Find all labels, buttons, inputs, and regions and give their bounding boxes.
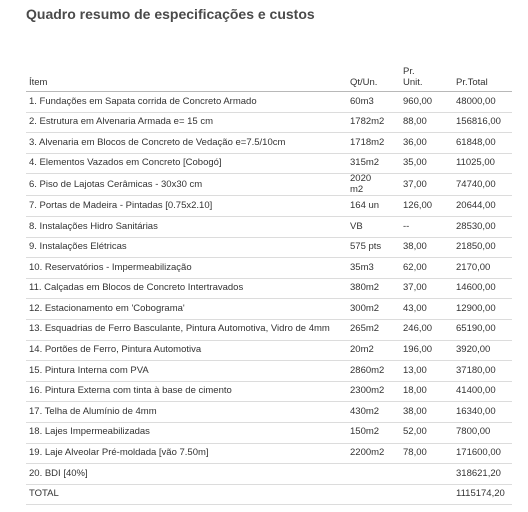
row-qt: VB — [347, 216, 400, 237]
row-unit-price: 36,00 — [400, 133, 453, 154]
row-qt: 1718m2 — [347, 133, 400, 154]
bdi-row — [26, 464, 512, 485]
row-qt: 1782m2 — [347, 112, 400, 133]
row-item: 14. Portões de Ferro, Pintura Automotiva — [26, 340, 347, 361]
row-unit-price: 126,00 — [400, 196, 453, 217]
row-unit-price: 52,00 — [400, 422, 453, 443]
row-total-price: 156816,00 — [453, 112, 512, 133]
table-row — [26, 443, 512, 464]
table-row — [26, 174, 512, 196]
row-item: 6. Piso de Lajotas Cerâmicas - 30x30 cm — [26, 174, 347, 196]
row-unit-price: 18,00 — [400, 381, 453, 402]
row-item: 16. Pintura Externa com tinta à base de cimento — [26, 381, 347, 402]
row-item: 4. Elementos Vazados em Concreto [Cobogó] — [26, 153, 347, 174]
row-unit-price: 13,00 — [400, 361, 453, 382]
row-qt: 20m2 — [347, 340, 400, 361]
table-row — [26, 319, 512, 340]
row-qt: 265m2 — [347, 319, 400, 340]
row-unit-price: 78,00 — [400, 443, 453, 464]
table-row — [26, 92, 512, 113]
row-item: 2. Estrutura em Alvenaria Armada e= 15 cm — [26, 112, 347, 133]
row-qt: 380m2 — [347, 278, 400, 299]
row-total-price: 61848,00 — [453, 133, 512, 154]
row-unit-price: 62,00 — [400, 258, 453, 279]
row-unit-price: 960,00 — [400, 92, 453, 113]
row-item: 10. Reservatórios - Impermeabilização — [26, 258, 347, 279]
table-row — [26, 153, 512, 174]
row-total-price: 48000,00 — [453, 92, 512, 113]
header-unit-line2: Unit. — [403, 77, 423, 88]
bdi-total: 318621,20 — [453, 464, 512, 485]
row-total-price: 41400,00 — [453, 381, 512, 402]
table-row — [26, 196, 512, 217]
row-qt: 575 pts — [347, 237, 400, 258]
table-body — [26, 92, 512, 464]
row-total-price: 3920,00 — [453, 340, 512, 361]
row-item: 11. Calçadas em Blocos de Concreto Intertravados — [26, 278, 347, 299]
row-item: 9. Instalações Elétricas — [26, 237, 347, 258]
row-item: 17. Telha de Alumínio de 4mm — [26, 402, 347, 423]
row-item: 7. Portas de Madeira - Pintadas [0.75x2.10] — [26, 196, 347, 217]
bdi-label: 20. BDI [40%] — [26, 464, 347, 485]
grand-total-label: TOTAL — [26, 484, 347, 505]
table-row — [26, 402, 512, 423]
cost-summary-table — [26, 66, 512, 505]
row-total-price: 37180,00 — [453, 361, 512, 382]
header-unit-line1: Pr. — [403, 66, 415, 77]
row-total-price: 74740,00 — [453, 174, 512, 196]
row-qt: 164 un — [347, 196, 400, 217]
grand-total-qt — [347, 484, 400, 505]
row-unit-price: 37,00 — [400, 174, 453, 196]
row-item: 12. Estacionamento em 'Cobograma' — [26, 299, 347, 320]
row-unit-price: -- — [400, 216, 453, 237]
row-unit-price: 246,00 — [400, 319, 453, 340]
table-row — [26, 237, 512, 258]
table-row — [26, 258, 512, 279]
row-total-price: 11025,00 — [453, 153, 512, 174]
row-total-price: 65190,00 — [453, 319, 512, 340]
grand-total-unit — [400, 484, 453, 505]
row-qt-top: 2020 — [350, 173, 372, 185]
grand-total-value: 1115174,20 — [453, 484, 512, 505]
row-qt: 2200m2 — [347, 443, 400, 464]
row-item: 8. Instalações Hidro Sanitárias — [26, 216, 347, 237]
row-qt: 430m2 — [347, 402, 400, 423]
table-footer — [26, 464, 512, 505]
row-qt: 2300m2 — [347, 381, 400, 402]
row-item: 3. Alvenaria em Blocos de Concreto de Vedação e=7.5/10cm — [26, 133, 347, 154]
table-row — [26, 381, 512, 402]
grand-total-row — [26, 484, 512, 505]
table-row — [26, 340, 512, 361]
row-total-price: 21850,00 — [453, 237, 512, 258]
row-qt: 60m3 — [347, 92, 400, 113]
bdi-qt — [347, 464, 400, 485]
row-item: 15. Pintura Interna com PVA — [26, 361, 347, 382]
row-total-price: 2170,00 — [453, 258, 512, 279]
table-row — [26, 133, 512, 154]
header-qt: Qt/Un. — [347, 66, 400, 92]
row-unit-price: 35,00 — [400, 153, 453, 174]
table-header-row — [26, 66, 512, 92]
row-qt: 315m2 — [347, 153, 400, 174]
row-unit-price: 38,00 — [400, 237, 453, 258]
row-unit-price: 43,00 — [400, 299, 453, 320]
table-row — [26, 112, 512, 133]
row-qt — [347, 174, 400, 196]
row-total-price: 7800,00 — [453, 422, 512, 443]
row-total-price: 12900,00 — [453, 299, 512, 320]
table-row — [26, 299, 512, 320]
header-unit-price — [400, 66, 453, 92]
page-title: Quadro resumo de especificações e custos — [26, 6, 315, 22]
row-qt-unit: m2 — [350, 183, 364, 195]
row-qt: 300m2 — [347, 299, 400, 320]
row-item: 19. Laje Alveolar Pré-moldada [vão 7.50m] — [26, 443, 347, 464]
row-qt: 150m2 — [347, 422, 400, 443]
row-qt: 35m3 — [347, 258, 400, 279]
row-unit-price: 88,00 — [400, 112, 453, 133]
row-total-price: 14600,00 — [453, 278, 512, 299]
row-total-price: 20644,00 — [453, 196, 512, 217]
table-row — [26, 361, 512, 382]
table-row — [26, 278, 512, 299]
row-total-price: 28530,00 — [453, 216, 512, 237]
row-item: 18. Lajes Impermeabilizadas — [26, 422, 347, 443]
bdi-unit — [400, 464, 453, 485]
table-row — [26, 216, 512, 237]
row-total-price: 16340,00 — [453, 402, 512, 423]
header-total-price: Pr.Total — [453, 66, 512, 92]
row-unit-price: 38,00 — [400, 402, 453, 423]
row-unit-price: 196,00 — [400, 340, 453, 361]
row-qt: 2860m2 — [347, 361, 400, 382]
table-row — [26, 422, 512, 443]
header-item: Ítem — [26, 66, 347, 92]
row-item: 1. Fundações em Sapata corrida de Concreto Armado — [26, 92, 347, 113]
row-total-price: 171600,00 — [453, 443, 512, 464]
row-item: 13. Esquadrias de Ferro Basculante, Pintura Automotiva, Vidro de 4mm — [26, 319, 347, 340]
row-unit-price: 37,00 — [400, 278, 453, 299]
